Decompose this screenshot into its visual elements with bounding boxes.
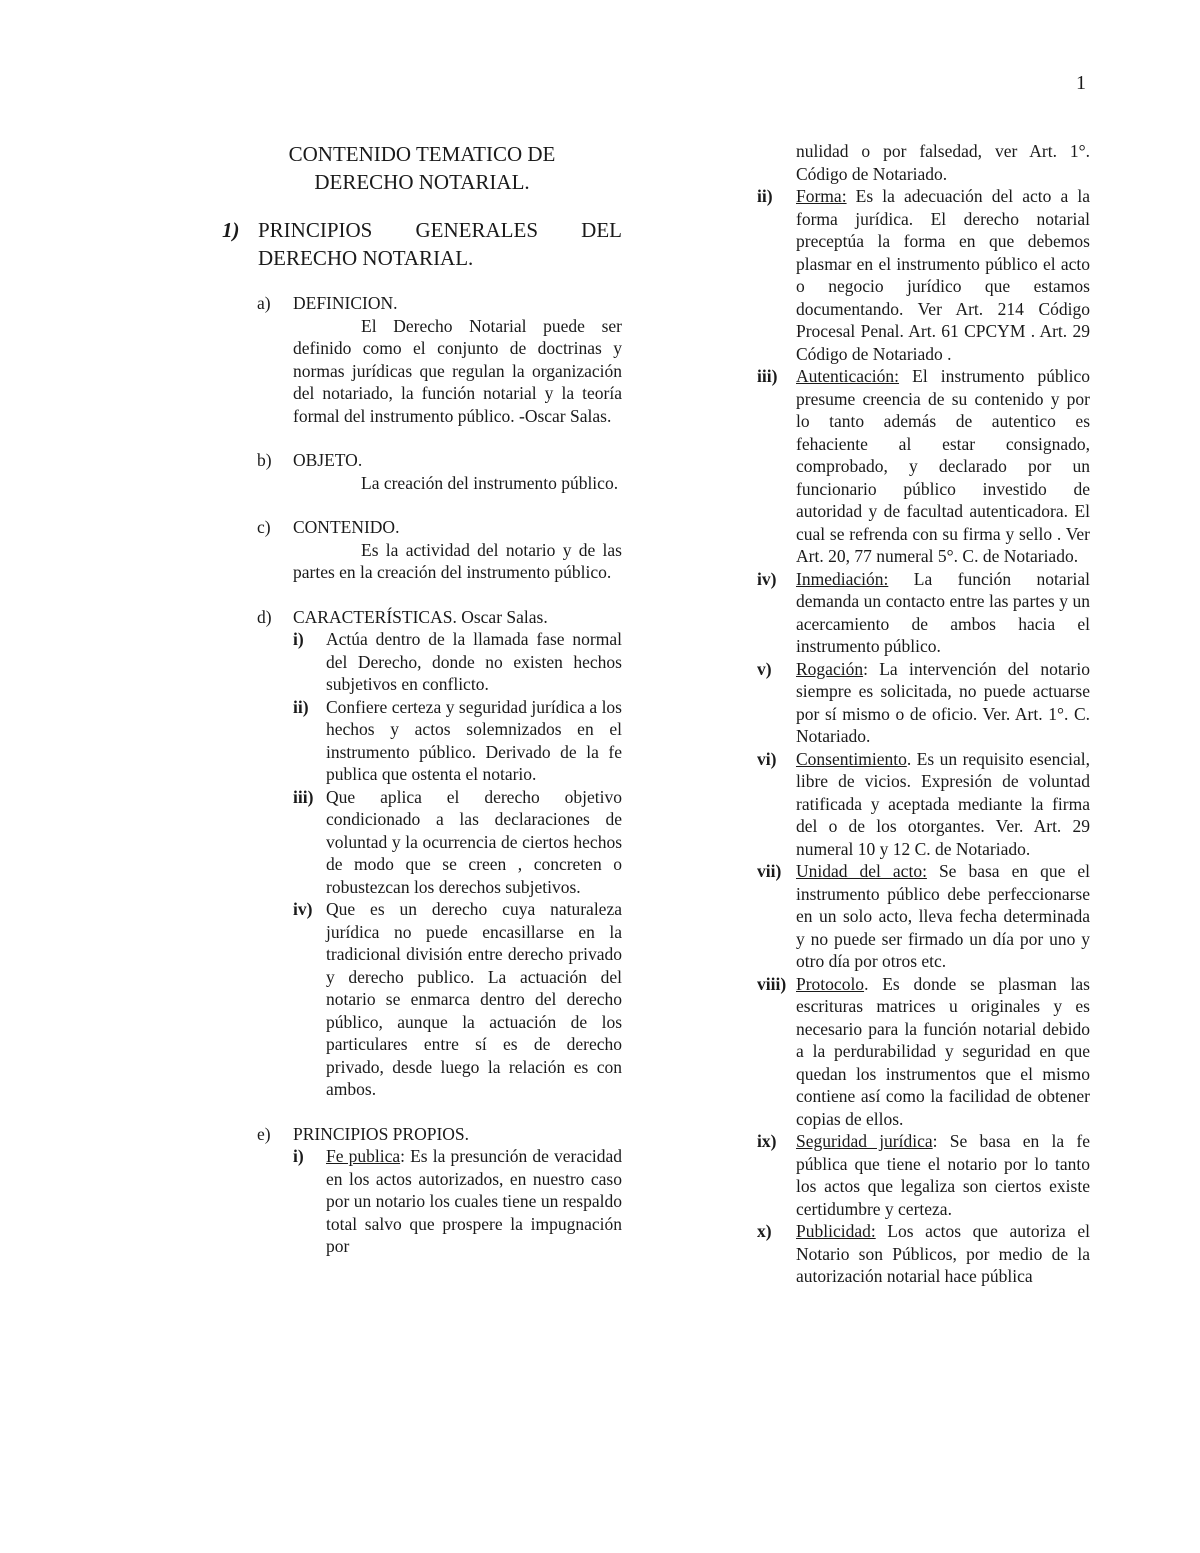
subsection-letter: c) [257, 517, 271, 537]
item-number: i) [293, 629, 304, 649]
list-item [293, 898, 622, 1101]
subsection-body: Es la actividad del notario y de las partes en la creación del instrumento público. [293, 539, 622, 582]
subsection-heading: OBJETO. [293, 450, 363, 470]
subsection-caracteristicas [257, 606, 622, 1101]
item-description: El instrumento público presume creencia de su contenido y por lo tanto además de autentico es fehaciente al estar consignado, comprobado, y declarado por un funcionario público investido de autoridad y de facultad autenticadora. El cual se refrenda con su firma y sello . Ver Art. 20, 77 numeral 5°. C. de Notariado. [796, 366, 1090, 566]
item-number: ii) [757, 186, 773, 206]
item-text: Que es un derecho cuya naturaleza jurídica no puede encasillarse en la tradicional división entre derecho privado y derecho publico. La actuación del notario se enmarca dentro del derecho público, aunque la actuación de los particulares entre sí es de derecho privado, desde luego la relación es con ambos. [326, 899, 622, 1099]
subsection-body: La creación del instrumento público. [361, 472, 619, 493]
list-item [293, 696, 622, 786]
list-item [757, 748, 1090, 861]
item-term: Rogación [796, 658, 864, 679]
item-number: x) [757, 1221, 772, 1241]
item-text [796, 860, 1090, 973]
item-description: Los actos que autoriza el Notario son Públicos, por medio de la autorización notarial hace pública [796, 1221, 1090, 1286]
item-number: vi) [757, 748, 777, 769]
item-text [796, 185, 1090, 365]
list-item [757, 973, 1090, 1131]
list-item [757, 365, 1090, 568]
item-number: iv) [757, 568, 777, 589]
item-number: iii) [293, 786, 314, 807]
subsection-letter: d) [257, 606, 272, 627]
item-text: Confiere certeza y seguridad jurídica a los hechos y actos solemnizados en el instrumento público. Derivado de la fe publica que ostenta el notario. [326, 696, 622, 784]
item-text [796, 973, 1090, 1131]
title-line-1: CONTENIDO TEMATICO DE [288, 142, 556, 166]
list-item [757, 658, 1090, 748]
subsection-heading: CONTENIDO. [293, 517, 400, 537]
item-description: : La intervención del notario siempre es solicitada, no puede actuarse por sí mismo o de oficio. Ver. Art. 1°. C. Notariado. [796, 658, 1090, 746]
item-term: Unidad del acto: [796, 861, 927, 881]
list-item [757, 185, 1090, 365]
subsection-body: El Derecho Notarial puede ser definido como el conjunto de doctrinas y normas jurídicas que regulan la organización del notariado, la función notarial y la teoría formal del instrumento público. -Oscar Salas. [293, 315, 622, 426]
right-column [757, 140, 1090, 1288]
subsection-letter: e) [257, 1123, 271, 1144]
item-number: iv) [293, 899, 313, 919]
list-item [757, 860, 1090, 973]
item-term: Consentimiento [796, 748, 907, 769]
item-number: iii) [757, 366, 778, 386]
list-item [293, 1145, 622, 1258]
subsection-principios-propios [257, 1123, 622, 1258]
item-text [796, 748, 1090, 861]
item-text [796, 365, 1090, 568]
subsection-letter: a) [257, 293, 271, 313]
item-text [796, 1220, 1090, 1288]
section-number: 1) [222, 218, 240, 242]
item-term: Publicidad: [796, 1221, 876, 1241]
item-description: : Se basa en la fe pública que tiene el notario por lo tanto los actos que legaliza son ciertos existe certidumbre y certeza. [796, 1131, 1090, 1219]
item-number: i) [293, 1146, 304, 1166]
document-title [222, 140, 622, 196]
item-term: Fe publica [326, 1146, 401, 1166]
item-description: La función notarial demanda un contacto entre las partes y un acercamiento de ambos hacia el instrumento público. [796, 568, 1090, 656]
list-item [757, 1220, 1090, 1288]
item-term: Autenticación: [796, 366, 900, 386]
left-column [222, 140, 622, 1280]
item-text [796, 1130, 1090, 1220]
item-description: . Es donde se plasman las escrituras matrices u originales y es necesario para la función notarial debido a la perdurabilidad y seguridad en que quedan los instrumentos que el mismo contiene así como la facilidad de obtener copias de ellos. [796, 973, 1090, 1129]
item-text [796, 568, 1090, 658]
item-term: Forma: [796, 186, 847, 206]
subsection-letter: b) [257, 450, 272, 470]
list-item [293, 786, 622, 899]
item-term: Seguridad jurídica [796, 1131, 933, 1151]
item-number: ii) [293, 696, 309, 717]
item-text: Que aplica el derecho objetivo condicionado a las declaraciones de voluntad y la ocurrencia de ciertos hechos de modo que se creen , concreten o robustezcan los derechos subjetivos. [326, 786, 622, 897]
subsection-contenido [257, 516, 622, 584]
item-text [796, 658, 1090, 748]
list-item [293, 628, 622, 696]
subsection-heading: PRINCIPIOS PROPIOS. [293, 1123, 470, 1144]
page-number: 1 [1076, 72, 1086, 94]
item-text: Actúa dentro de la llamada fase normal del Derecho, donde no existen hechos subjetivos en conflicto. [326, 629, 622, 694]
list-item [757, 1130, 1090, 1220]
item-number: v) [757, 658, 772, 679]
subsection-heading: DEFINICION. [293, 293, 398, 313]
subsection-definicion [257, 292, 622, 427]
section-1-heading [222, 216, 622, 272]
item-description: Se basa en que el instrumento público debe perfeccionarse en un solo acto, lleva fecha determinada y no puede ser firmado un día por uno y otro día por otros etc. [796, 861, 1091, 971]
item-number: ix) [757, 1131, 777, 1151]
section-title: PRINCIPIOS GENERALES DEL DERECHO NOTARIAL. [258, 218, 622, 270]
list-item [757, 568, 1090, 658]
item-description: Es la adecuación del acto a la forma jurídica. El derecho notarial preceptúa la forma en que debemos plasmar en el instrumento público el acto o negocio jurídico que estamos documentando. Ver Art. 214 Código Procesal Penal. Art. 61 CPCYM . Art. 29 Código de Notariado . [796, 186, 1090, 364]
subsection-heading: CARACTERÍSTICAS. Oscar Salas. [293, 606, 548, 627]
item-text [326, 1145, 622, 1258]
item-number: viii) [757, 973, 787, 994]
item-description: . Es un requisito esencial, libre de vicios. Expresión de voluntad ratificada y aceptada mediante la firma del o de los otorgantes. Ver. Art. 29 numeral 10 y 12 C. de Notariado. [796, 748, 1090, 859]
continuation-text: nulidad o por falsedad, ver Art. 1°. Código de Notariado. [796, 141, 1090, 184]
item-description: : Es la presunción de veracidad en los actos autorizados, en nuestro caso por un notario los cuales tiene un respaldo total salvo que prospere la impugnación por [326, 1146, 622, 1256]
title-line-2: DERECHO NOTARIAL. [314, 170, 530, 194]
item-term: Inmediación: [796, 568, 889, 589]
subsection-objeto [257, 449, 622, 494]
item-term: Protocolo [796, 973, 865, 994]
item-number: vii) [757, 861, 782, 881]
